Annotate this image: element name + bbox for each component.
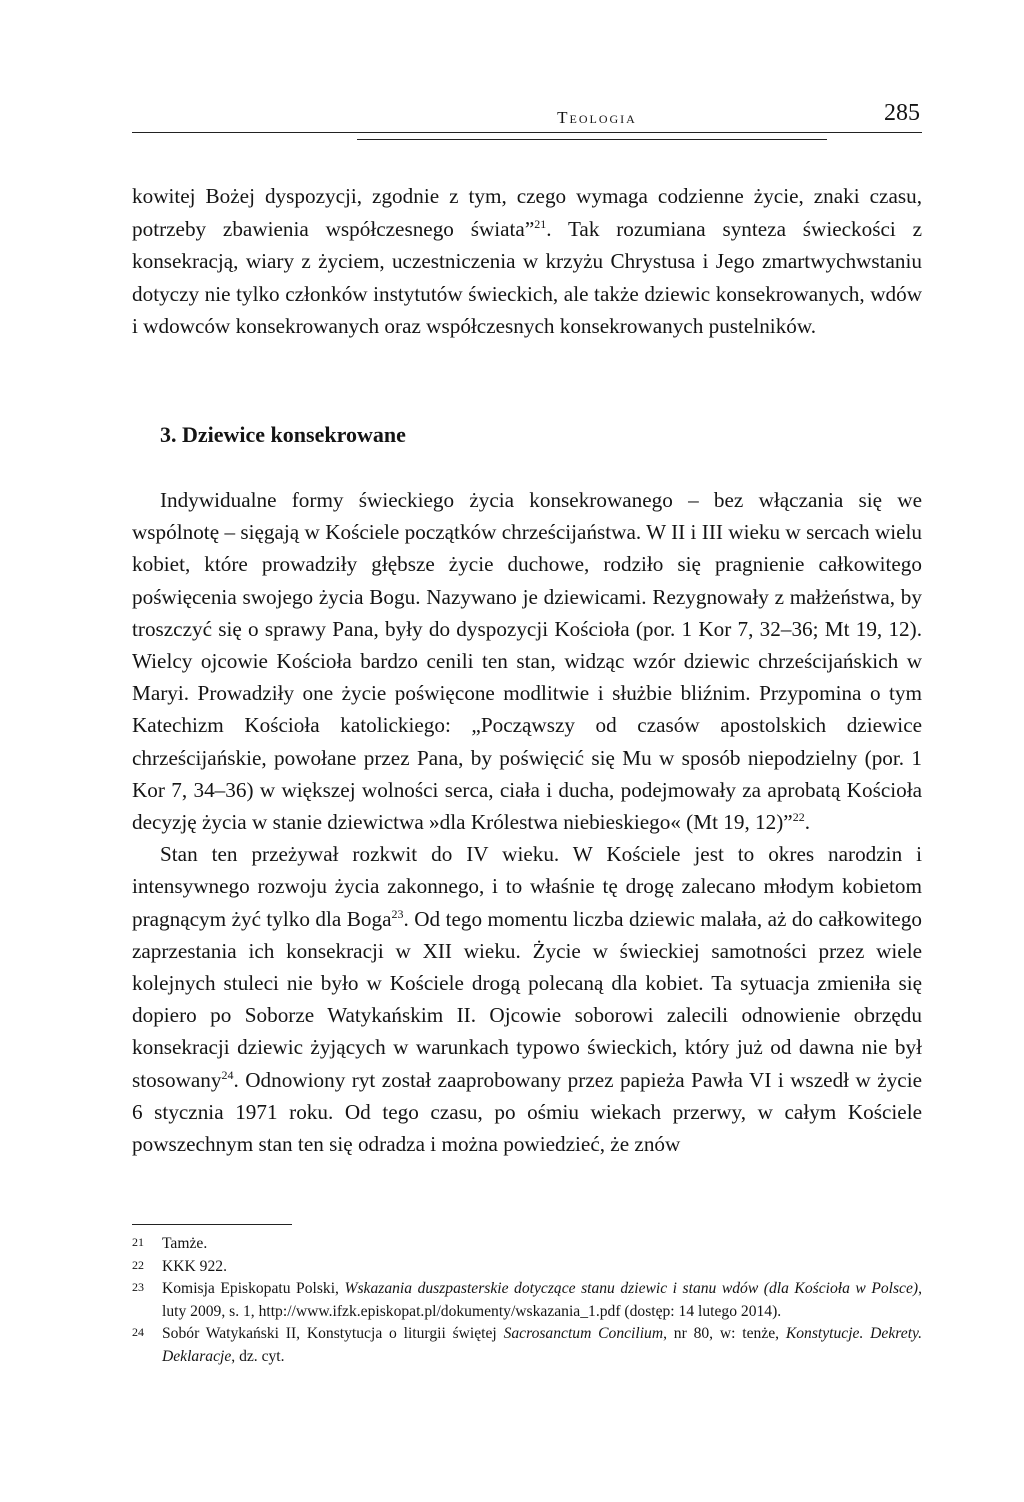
header-rule xyxy=(132,132,922,133)
footnote-text: Tamże. xyxy=(162,1235,208,1252)
page-header xyxy=(132,100,922,134)
body-paragraph-2 xyxy=(132,838,922,1160)
footnote-text xyxy=(162,1323,922,1368)
text-run: , dz. cyt. xyxy=(231,1347,285,1365)
text-run: , nr 80, w: tenże, xyxy=(663,1325,786,1342)
footnote-ref-23: 23 xyxy=(391,906,404,921)
footnote-22 xyxy=(132,1256,922,1279)
section-heading: 3. Dziewice konsekrowane xyxy=(160,422,406,447)
text-run: Indywidualne formy świeckiego życia konsekrowanego – bez włączania się we wspólnotę – sięgają w Kościele początków chrześcijaństwa. W II i III wieku w sercach wielu kobiet, które prowadziły głębsze życie duchowe, rodziło się pragnienie całkowitego poświęcenia swojego życia Bogu. Nazywano je dziewicami. Rezygnowały z małżeństwa, by troszczyć się o sprawy Pana, były do dyspozycji Kościoła (por. 1 Kor 7, 32–36; Mt 19, 12). Wielcy ojcowie Kościoła bardzo cenili ten stan, widząc wzór dziewic chrześcijańskich w Maryi. Prowadziły one życie poświęcone modlitwie i służbie bliźnim. Przypomina o tym Katechizm Kościoła katolickiego: „Począwszy od czasów apostolskich dziewice chrześcijańskie, powołane przez Pana, by poświęcić się Mu w sposób niepodzielny (por. 1 Kor 7, 34–36) w większej wolności serca, ciała i ducha, podejmowały za aprobatą Kościoła decyzję życia w stanie dziewictwa »dla Królestwa niebieskiego« (Mt 19, 12)” xyxy=(132,488,922,835)
footnote-separator xyxy=(132,1224,292,1225)
text-run: . Tak rozumiana synteza świeckości z konsekracją, wiary z życiem, uczestniczenia w krzyżu Chrystusa i Jego zmartwychwstaniu dotyczy nie tylko członków instytutów świeckich, ale także dziewic konsekrowanych, wdów i wdowców konsekrowanych oraz współczesnych konsekrowanych pustelników. xyxy=(132,216,922,338)
footnote-23 xyxy=(132,1278,922,1323)
footnote-number: 21 xyxy=(132,1235,144,1249)
footnote-text: KKK 922. xyxy=(162,1257,227,1275)
text-run: Stan ten przeżywał rozkwit do IV wieku. W Kościele jest to okres narodzin i intensywnego rozwoju życia zakonnego, i to właśnie tę drogę zalecano młodym kobietom pragnącym żyć tylko dla Boga xyxy=(132,842,922,931)
text-run: . Odnowiony ryt został zaaprobowany przez papieża Pawła VI i wszedł w życie 6 stycznia 1971 roku. Od tego czasu, po ośmiu wiekach przerwy, w całym Kościele powszechnym stan ten się odradza i można powiedzieć, że znów xyxy=(132,1067,922,1157)
footnote-21 xyxy=(132,1233,922,1256)
text-run: Sobór Watykański II, Konstytucja o liturgii świętej xyxy=(162,1325,504,1342)
footnote-ref-21: 21 xyxy=(534,216,547,231)
text-run: , luty 2009, s. 1, http://www.ifzk.episkopat.pl/dokumenty/wskazania_1.pdf (dostęp: 14 lutego 2014). xyxy=(162,1280,922,1320)
body-paragraph-1 xyxy=(132,484,922,838)
header-rule-short xyxy=(357,139,827,140)
footnote-number: 24 xyxy=(132,1325,144,1339)
intro-paragraph xyxy=(132,180,922,343)
footnote-text xyxy=(162,1278,922,1323)
book-title: Konstytucje. Dekrety. Deklaracje xyxy=(162,1325,922,1365)
page-number: 285 xyxy=(884,100,920,126)
footnotes xyxy=(132,1233,922,1368)
section-body xyxy=(132,484,922,1160)
text-run: Komisja Episkopatu Polski, xyxy=(162,1280,345,1297)
footnote-24 xyxy=(132,1323,922,1368)
text-run: . xyxy=(804,810,810,835)
footnote-ref-22: 22 xyxy=(792,809,805,824)
footnote-ref-24: 24 xyxy=(221,1067,234,1082)
running-title: Teologia xyxy=(557,108,637,127)
text-run: kowitej Bożej dyspozycji, zgodnie z tym, czego wymaga codzienne życie, znaki czasu, potrzeby zbawienia współczesnego świata” xyxy=(132,184,922,241)
footnote-number: 22 xyxy=(132,1257,144,1272)
document-title: Sacrosanctum Concilium xyxy=(503,1325,664,1342)
text-run: . Od tego momentu liczba dziewic malała, aż do całkowitego zaprzestania ich konsekracji w XII wieku. Życie w świeckiej samotności przez wiele kolejnych stuleci nie było w Kościele drogą polecaną dla kobiet. Ta sytuacja zmieniła się dopiero po Soborze Watykańskim II. Ojcowie soborowi zalecili odnowienie obrzędu konsekracji dziewic żyjących w warunkach typowo świeckich, który już od dawna nie był stosowany xyxy=(132,906,923,1092)
document-title: Wskazania duszpasterskie dotyczące stanu dziewic i stanu wdów (dla Kościoła w Polsce) xyxy=(344,1280,919,1297)
footnote-number: 23 xyxy=(132,1280,144,1294)
